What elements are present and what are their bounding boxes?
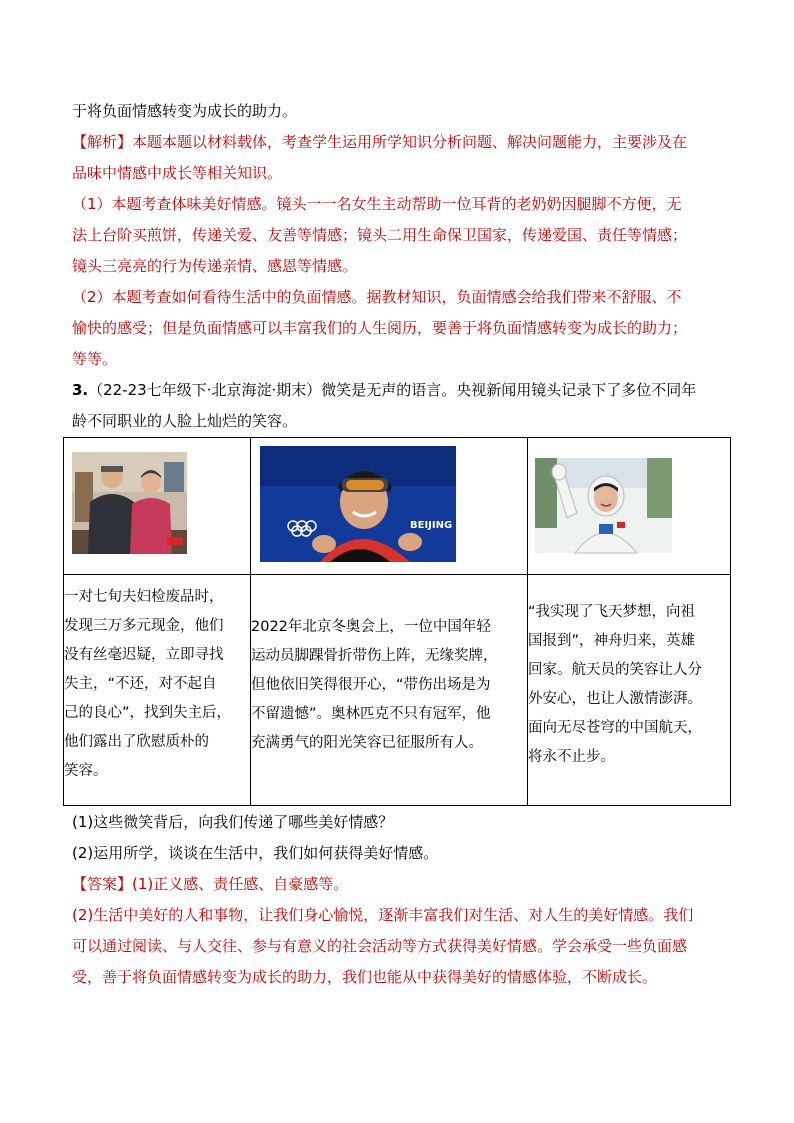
astronaut-photo <box>535 458 672 553</box>
astronaut-photo-art <box>535 458 672 553</box>
story1-line: 失主，“不还，对不起自 <box>64 676 217 692</box>
elderly-couple-photo <box>72 452 187 554</box>
story1-line: 一对七旬夫妇检废品时， <box>64 589 224 605</box>
story1-line: 没有丝毫迟疑，立即寻找 <box>64 647 224 663</box>
story3-line: 面向无尽苍穹的中国航天， <box>528 720 702 736</box>
analysis-text: 本题本题以材料载体，考查学生运用所学知识分析问题、解决问题能力，主要涉及在 <box>132 133 688 151</box>
text-line-1: 于将负面情感转变为成长的助力。 <box>72 102 298 120</box>
analysis-line-8: 等等。 <box>72 350 118 368</box>
analysis-line-4: 法上台阶买煎饼，传递关爱、友善等情感；镜头二用生命保卫国家，传递爱国、责任等情感； <box>72 226 688 244</box>
answer-tag: 【答案】 <box>72 875 133 893</box>
olympic-skier-photo-art <box>260 446 484 562</box>
story2-line: 2022年北京冬奥会上，一位中国年轻 <box>251 619 491 635</box>
analysis-line-2: 品味中情感中成长等相关知识。 <box>72 164 283 182</box>
question-line-2: 龄不同职业的人脸上灿烂的笑容。 <box>72 412 298 430</box>
answer-line-3: 可以通过阅读、与人交往、参与有意义的社会活动等方式获得美好情感。学会承受一些负面感 <box>72 937 688 955</box>
question-source: （22-23七年级下·北京海淀·期末） <box>88 381 322 399</box>
question-text: 微笑是无声的语言。央视新闻用镜头记录下了多位不同年 <box>321 381 697 399</box>
question-line-1 <box>72 380 732 400</box>
question-number: 3. <box>72 381 89 399</box>
sub-question-2: (2)运用所学，谈谈在生活中，我们如何获得美好情感。 <box>72 844 439 862</box>
story1-line: 己的良心”，找到失主后， <box>64 705 232 721</box>
story2-line: 不留遗憾”。奥林匹克不只有冠军，他 <box>251 706 491 722</box>
story-cell-2 <box>251 575 528 806</box>
story1-line: 他们露出了欣慰质朴的 <box>64 734 209 750</box>
beijing-2022-text: BEIJING 2022 <box>410 520 484 531</box>
olympic-skier-photo <box>260 446 484 562</box>
story3-line: “我实现了飞天梦想，向祖 <box>528 604 696 620</box>
story3-line: 回家。航天员的笑容让人分 <box>528 662 702 678</box>
story3-line: 外安心，也让人激情澎湃。 <box>528 691 702 707</box>
analysis-line-6: （2）本题考查如何看待生活中的负面情感。据教材知识，负面情感会给我们带来不舒服、不 <box>72 288 682 306</box>
story1-line: 发现三万多元现金，他们 <box>64 618 224 634</box>
analysis-line-3: （1）本题考查体味美好情感。镜头一一名女生主动帮助一位耳背的老奶奶因腿脚不方便，无 <box>72 195 682 213</box>
answer-line-2: (2)生活中美好的人和事物，让我们身心愉悦，逐渐丰富我们对生活、对人生的美好情感。我们 <box>72 906 694 924</box>
sub-question-1: (1)这些微笑背后，向我们传递了哪些美好情感？ <box>72 813 394 831</box>
analysis-line-1 <box>72 132 732 152</box>
story2-line: 运动员脚踝骨折带伤上阵，无缘奖牌， <box>251 648 498 664</box>
story3-line: 将永不止步。 <box>528 749 615 765</box>
analysis-line-7: 愉快的感受；但是负面情感可以丰富我们的人生阅历，要善于将负面情感转变为成长的助力； <box>72 319 688 337</box>
story1-line: 笑容。 <box>64 763 108 779</box>
story2-line: 但他依旧笑得很开心，“带伤出场是为 <box>251 677 491 693</box>
analysis-line-5: 镜头三亮亮的行为传递亲情、感恩等情感。 <box>72 257 358 275</box>
story-cell-3 <box>528 575 731 806</box>
story-cell-1 <box>64 575 251 806</box>
story3-line: 国报到”，神舟归来，英雄 <box>528 633 696 649</box>
analysis-tag: 【解析】 <box>72 133 133 151</box>
elderly-couple-photo-art <box>72 452 187 554</box>
answer-line-4: 受，善于将负面情感转变为成长的助力，我们也能从中获得美好的情感体验，不断成长。 <box>72 968 658 986</box>
answer-line-1 <box>72 874 732 894</box>
answer-1: (1)正义感、责任感、自豪感等。 <box>132 875 349 893</box>
story2-line: 充满勇气的阳光笑容已征服所有人。 <box>251 735 483 751</box>
